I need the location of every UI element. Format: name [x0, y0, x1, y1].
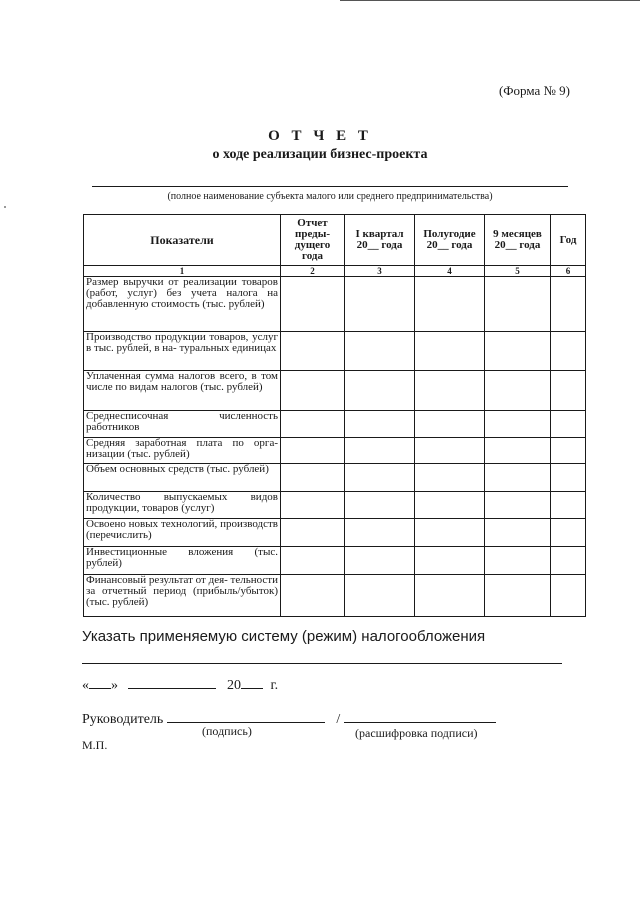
- row-new-technologies: Освоено новых технологий, производств (перечислить): [84, 519, 281, 547]
- header-year: Год: [551, 215, 586, 266]
- header-nine-months: 9 месяцев 20__ года: [485, 215, 551, 266]
- date-year-suffix: г.: [270, 678, 279, 693]
- signature-decoding-field[interactable]: [344, 708, 496, 723]
- table-row: [84, 464, 586, 492]
- column-number: 4: [415, 266, 485, 277]
- value-cell[interactable]: [551, 575, 586, 617]
- table-row: [84, 332, 586, 371]
- table-row: [84, 277, 586, 332]
- signature-label: Руководитель: [82, 712, 164, 727]
- column-number: 6: [551, 266, 586, 277]
- value-cell[interactable]: [281, 277, 345, 332]
- value-cell[interactable]: [551, 492, 586, 519]
- value-cell[interactable]: [485, 332, 551, 371]
- value-cell[interactable]: [415, 547, 485, 575]
- value-cell[interactable]: [345, 464, 415, 492]
- value-cell[interactable]: [345, 547, 415, 575]
- value-cell[interactable]: [485, 464, 551, 492]
- row-financial-result: Финансовый результат от дея- тельности за отчетный период (прибыль/убыток) (тыс. рублей): [84, 575, 281, 617]
- value-cell[interactable]: [551, 277, 586, 332]
- column-number: 5: [485, 266, 551, 277]
- date-row: [82, 674, 278, 694]
- value-cell[interactable]: [281, 438, 345, 464]
- value-cell[interactable]: [485, 575, 551, 617]
- header-indicators: Показатели: [84, 215, 281, 266]
- value-cell[interactable]: [415, 277, 485, 332]
- value-cell[interactable]: [551, 464, 586, 492]
- table-header-row: [84, 215, 586, 266]
- row-production: Производство продукции товаров, услуг в тыс. рублей, в на- туральных единицах: [84, 332, 281, 371]
- row-investments: Инвестиционные вложения (тыс. рублей): [84, 547, 281, 575]
- scan-speck: [4, 206, 6, 208]
- value-cell[interactable]: [485, 492, 551, 519]
- row-headcount: Среднесписочная численность работников: [84, 411, 281, 438]
- form-number: (Форма № 9): [498, 83, 570, 98]
- value-cell[interactable]: [281, 492, 345, 519]
- value-cell[interactable]: [345, 277, 415, 332]
- column-number: 3: [345, 266, 415, 277]
- table-row: [84, 547, 586, 575]
- table-row: [84, 438, 586, 464]
- row-fixed-assets: Объем основных средств (тыс. рублей): [84, 464, 281, 492]
- value-cell[interactable]: [551, 371, 586, 411]
- table-row: [84, 519, 586, 547]
- value-cell[interactable]: [485, 277, 551, 332]
- tax-system-label: Указать применяемую систему (режим) налогообложения: [82, 628, 486, 645]
- value-cell[interactable]: [485, 371, 551, 411]
- value-cell[interactable]: [281, 575, 345, 617]
- report-title: О Т Ч Е Т: [268, 128, 372, 144]
- stamp-label: М.П.: [82, 738, 108, 752]
- date-year-prefix: 20: [227, 678, 241, 693]
- date-open-quote: «: [82, 678, 89, 693]
- scan-edge-line: [340, 0, 640, 1]
- report-table: [83, 214, 586, 617]
- header-q1: I квартал 20__ года: [345, 215, 415, 266]
- value-cell[interactable]: [345, 492, 415, 519]
- header-previous-year: Отчет преды- дущего года: [281, 215, 345, 266]
- signature-row: [82, 708, 496, 728]
- value-cell[interactable]: [485, 438, 551, 464]
- row-product-types: Количество выпускаемых видов продукции, товаров (услуг): [84, 492, 281, 519]
- value-cell[interactable]: [345, 438, 415, 464]
- table-row: [84, 492, 586, 519]
- tax-system-line[interactable]: [82, 663, 562, 664]
- value-cell[interactable]: [281, 411, 345, 438]
- column-number: 1: [84, 266, 281, 277]
- date-day-field[interactable]: [89, 674, 111, 689]
- value-cell[interactable]: [281, 547, 345, 575]
- table-row: [84, 411, 586, 438]
- entity-name-line[interactable]: [92, 186, 568, 187]
- report-subtitle: о ходе реализации бизнес-проекта: [212, 147, 428, 162]
- value-cell[interactable]: [415, 519, 485, 547]
- header-half-year: Полугодие 20__ года: [415, 215, 485, 266]
- signature-separator: /: [336, 712, 341, 727]
- value-cell[interactable]: [345, 411, 415, 438]
- value-cell[interactable]: [485, 519, 551, 547]
- value-cell[interactable]: [345, 519, 415, 547]
- value-cell[interactable]: [345, 332, 415, 371]
- signature-field[interactable]: [167, 708, 325, 723]
- entity-name-caption: (полное наименование субъекта малого или среднего предпринимательства): [167, 191, 493, 202]
- row-average-salary: Средняя заработная плата по орга- низации (тыс. рублей): [84, 438, 281, 464]
- value-cell[interactable]: [485, 547, 551, 575]
- date-year-field[interactable]: [241, 674, 263, 689]
- value-cell[interactable]: [415, 438, 485, 464]
- decoding-caption: (расшифровка подписи): [355, 726, 478, 740]
- signature-caption: (подпись): [202, 724, 252, 738]
- value-cell[interactable]: [415, 371, 485, 411]
- value-cell[interactable]: [415, 332, 485, 371]
- table-row: [84, 575, 586, 617]
- date-close-quote: »: [111, 678, 118, 693]
- row-taxes-paid: Уплаченная сумма налогов всего, в том числе по видам налогов (тыс. рублей): [84, 371, 281, 411]
- value-cell[interactable]: [281, 464, 345, 492]
- column-number-row: [84, 266, 586, 277]
- value-cell[interactable]: [415, 492, 485, 519]
- date-month-field[interactable]: [128, 674, 216, 689]
- value-cell[interactable]: [415, 575, 485, 617]
- value-cell[interactable]: [281, 332, 345, 371]
- value-cell[interactable]: [415, 464, 485, 492]
- column-number: 2: [281, 266, 345, 277]
- value-cell[interactable]: [551, 438, 586, 464]
- value-cell[interactable]: [551, 411, 586, 438]
- value-cell[interactable]: [485, 411, 551, 438]
- value-cell[interactable]: [551, 547, 586, 575]
- value-cell[interactable]: [281, 519, 345, 547]
- value-cell[interactable]: [281, 371, 345, 411]
- value-cell[interactable]: [345, 371, 415, 411]
- value-cell[interactable]: [415, 411, 485, 438]
- value-cell[interactable]: [551, 332, 586, 371]
- value-cell[interactable]: [345, 575, 415, 617]
- value-cell[interactable]: [551, 519, 586, 547]
- row-revenue: Размер выручки от реализации товаров (работ, услуг) без учета налога на добавленную стоимость (тыс. рублей): [84, 277, 281, 332]
- table-row: [84, 371, 586, 411]
